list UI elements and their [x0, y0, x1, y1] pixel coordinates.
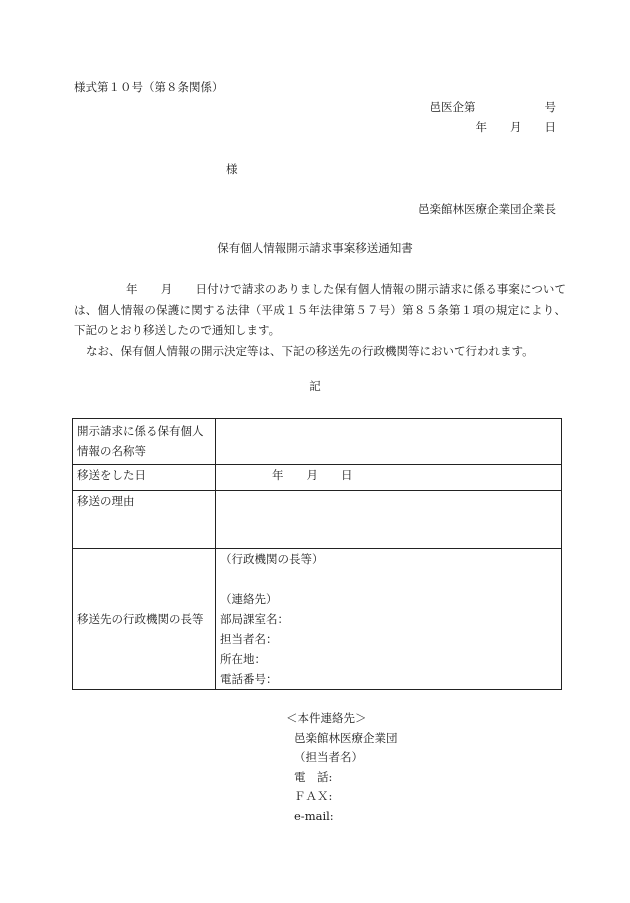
document-date: 年 月 日: [475, 120, 556, 134]
body-paragraph-1: 年 月 日付けで請求のありました保有個人情報の開示請求に係る事案については、個人情報の保護に関する法律（平成１５年法律第５７号）第８５条第１項の規定により、下記のとおり移送したので通知します。: [74, 282, 566, 337]
row-label-reason: 移送の理由: [73, 491, 216, 549]
contact-phone: 電 話:: [294, 769, 333, 784]
row-label-destination: 移送先の行政機関の長等: [73, 549, 216, 690]
spacer: [220, 569, 557, 589]
transfer-table: [72, 418, 562, 690]
destination-head: （行政機関の長等）: [220, 552, 324, 566]
row-value-destination: [216, 549, 562, 690]
body-paragraph-2: なお、保有個人情報の開示決定等は、下記の移送先の行政機関等において行われます。: [86, 343, 534, 358]
issuer: 邑楽館林医療企業団企業長: [418, 202, 556, 216]
table-row: [73, 549, 562, 690]
destination-contact-label: （連絡先）: [220, 592, 278, 606]
contact-heading: ＜本件連絡先＞: [286, 711, 367, 725]
row-value-reason: [216, 491, 562, 549]
contact-fax: ＦＡＸ:: [294, 789, 333, 804]
contact-block: [286, 709, 398, 827]
table-row: [73, 491, 562, 549]
addressee: 様: [226, 162, 238, 176]
row-value-info-name: [216, 419, 562, 465]
form-number: 様式第１０号（第８条関係）: [74, 80, 224, 94]
destination-phone: 電話番号：: [220, 672, 278, 686]
ki-heading: 記: [309, 379, 321, 393]
contact-email: e-mail:: [294, 808, 334, 823]
contact-person: （担当者名）: [294, 750, 363, 765]
row-label-transfer-date: 移送をした日: [73, 465, 216, 491]
destination-person: 担当者名：: [220, 632, 278, 646]
destination-address: 所在地：: [220, 652, 266, 666]
contact-org: 邑楽館林医療企業団: [294, 730, 398, 745]
transfer-date-value: 年 月 日: [272, 468, 353, 482]
table-row: [73, 465, 562, 491]
destination-dept: 部局課室名：: [220, 612, 289, 626]
row-label-info-name: 開示請求に係る保有個人情報の名称等: [73, 419, 216, 465]
row-value-transfer-date: [216, 465, 562, 491]
document-number: 邑医企第 号: [429, 100, 556, 114]
body-text: [74, 279, 566, 361]
table-row: [73, 419, 562, 465]
document-title: 保有個人情報開示請求事案移送通知書: [217, 241, 413, 255]
